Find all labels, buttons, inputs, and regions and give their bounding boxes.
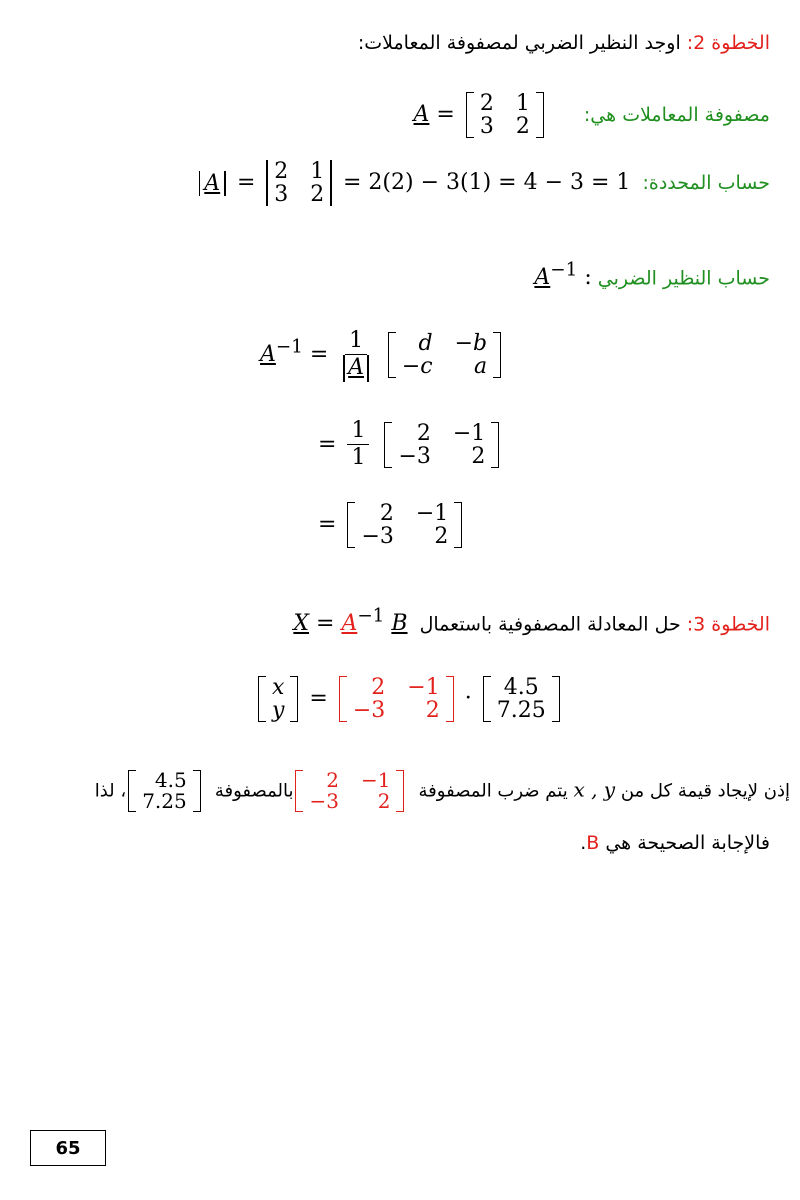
- inverse-colon: :: [584, 265, 592, 291]
- inverse-heading-text: حساب النظير الضربي: [597, 267, 770, 290]
- conclusion-inv-cell: 2: [326, 768, 339, 792]
- inverse-step-b: = $\frac{1}{1}$ 2 −1 −3 2: [318, 418, 503, 472]
- step-b-fraction: [347, 418, 369, 472]
- conclusion-inv: [293, 768, 412, 813]
- formula-fraction: [339, 328, 372, 382]
- coef-cell: 2: [479, 91, 494, 116]
- det-expression: = 2(2) − 3(1) = 4 − 3 = 1: [343, 170, 631, 196]
- conclusion-inv-cell: −1: [360, 768, 391, 792]
- solve-var: y: [272, 698, 285, 724]
- coef-label: مصفوفة المعاملات هي:: [583, 104, 770, 127]
- formula-sup: −1: [275, 336, 303, 358]
- step3-text: حل المعادلة المصفوفية باستعمال: [419, 613, 681, 636]
- det-line: [20, 160, 770, 206]
- conclusion-inv-cell: 2: [377, 789, 391, 813]
- coef-cell: 2: [515, 114, 530, 140]
- answer-text: فالإجابة الصحيحة هي: [605, 832, 770, 854]
- step2-text: اوجد النظير الضربي لمصفوفة المعاملات:: [357, 32, 681, 54]
- step-b-cell: −1: [452, 420, 486, 446]
- step2-label: الخطوة 2:: [686, 32, 770, 54]
- formula-matrix: [388, 332, 501, 378]
- solve-inv-cell: −1: [407, 675, 440, 700]
- coef-cell: 1: [515, 91, 530, 116]
- coef-line: [20, 92, 770, 138]
- step2-line: [20, 32, 770, 54]
- formula-cell: a: [474, 353, 488, 379]
- step-b-den: 1: [351, 445, 366, 471]
- answer-dot: .: [580, 832, 587, 854]
- step-c-cell: −1: [415, 501, 449, 526]
- inverse-sup: −1: [550, 260, 578, 281]
- step-c-cell: 2: [434, 524, 449, 550]
- solve-inv-cell: −3: [352, 698, 386, 724]
- conclusion-part3: بالمصفوفة: [214, 780, 294, 802]
- det-cell: 2: [274, 159, 289, 184]
- page-number: 65: [30, 1130, 106, 1166]
- conclusion-part1: إذن لإيجاد قيمة كل من: [620, 780, 790, 802]
- coef-matrix: [466, 92, 544, 138]
- formula-cell: d: [418, 330, 433, 356]
- solve-inv-cell: 2: [371, 675, 386, 700]
- step-c-matrix: [347, 502, 462, 548]
- answer-choice: B: [586, 832, 600, 854]
- solve-B-cell: 7.25: [496, 698, 546, 724]
- step3-sup: −1: [357, 606, 385, 627]
- solve-inv-cell: 2: [425, 698, 440, 724]
- det-cell: 3: [274, 182, 289, 208]
- step-b-matrix: [384, 422, 499, 468]
- det-label: حساب المحددة:: [642, 172, 770, 195]
- solve-inverse-matrix: [339, 676, 454, 722]
- step-b-cell: 2: [471, 443, 486, 469]
- step3-B: B: [391, 611, 408, 637]
- step-b-num: 1: [347, 418, 369, 445]
- step3-equation: $X = A^{-1}$ B: [293, 606, 408, 637]
- det-equation: A = 2 1 3 2 = 2(2) − 3(1) = 4 − 3 = 1: [195, 170, 631, 195]
- conclusion-vars: x , y: [573, 777, 616, 802]
- conclusion-B-cell: 4.5: [154, 768, 187, 792]
- solve-B-cell: 4.5: [503, 675, 539, 700]
- solve-vars-matrix: [258, 676, 298, 722]
- conclusion-line: [8, 770, 790, 812]
- formula-cell: −c: [401, 353, 433, 379]
- inverse-symbol: A: [534, 265, 551, 291]
- formula-cell: −b: [454, 330, 488, 356]
- inverse-formula: $A^{-1}$ = $\frac{1}{A}$ d −b −c a: [260, 328, 505, 382]
- formula-den: A: [348, 355, 365, 381]
- step3-X: X: [293, 611, 310, 637]
- det-cell: 1: [310, 159, 325, 184]
- step-c-cell: 2: [379, 501, 394, 526]
- answer-line: [20, 832, 770, 854]
- coef-equation: A = 2 1 3 2: [414, 102, 548, 127]
- inverse-heading: [20, 260, 770, 290]
- formula-lhs: A: [260, 341, 276, 367]
- formula-num: 1: [345, 328, 367, 355]
- step3-A: A: [341, 611, 358, 637]
- conclusion-B: [126, 768, 209, 813]
- conclusion-B-cell: 7.25: [142, 789, 187, 813]
- solve-var: x: [272, 675, 285, 700]
- conclusion-part2: يتم ضرب المصفوفة: [418, 780, 568, 802]
- det-matrix: [266, 160, 332, 206]
- step-b-cell: −3: [398, 443, 431, 469]
- solve-B-matrix: [483, 676, 560, 722]
- step3-label: الخطوة 3:: [686, 613, 770, 636]
- step-b-cell: 2: [416, 420, 431, 446]
- conclusion-inv-cell: −3: [309, 789, 339, 813]
- step3-line: [20, 606, 770, 636]
- det-cell: 2: [310, 182, 325, 208]
- solve-equation: x y = 2 −1 −3 2 · 4.5 7.25: [254, 676, 564, 722]
- conclusion-part4: ، لذا: [94, 780, 127, 802]
- coef-cell: 3: [479, 114, 494, 140]
- coef-lhs: A: [413, 102, 430, 128]
- step-c-cell: −3: [361, 524, 394, 550]
- inverse-step-c: = 2 −1 −3 2: [318, 502, 466, 548]
- det-lhs: A: [204, 170, 221, 196]
- inverse-heading-symbol: [534, 260, 592, 291]
